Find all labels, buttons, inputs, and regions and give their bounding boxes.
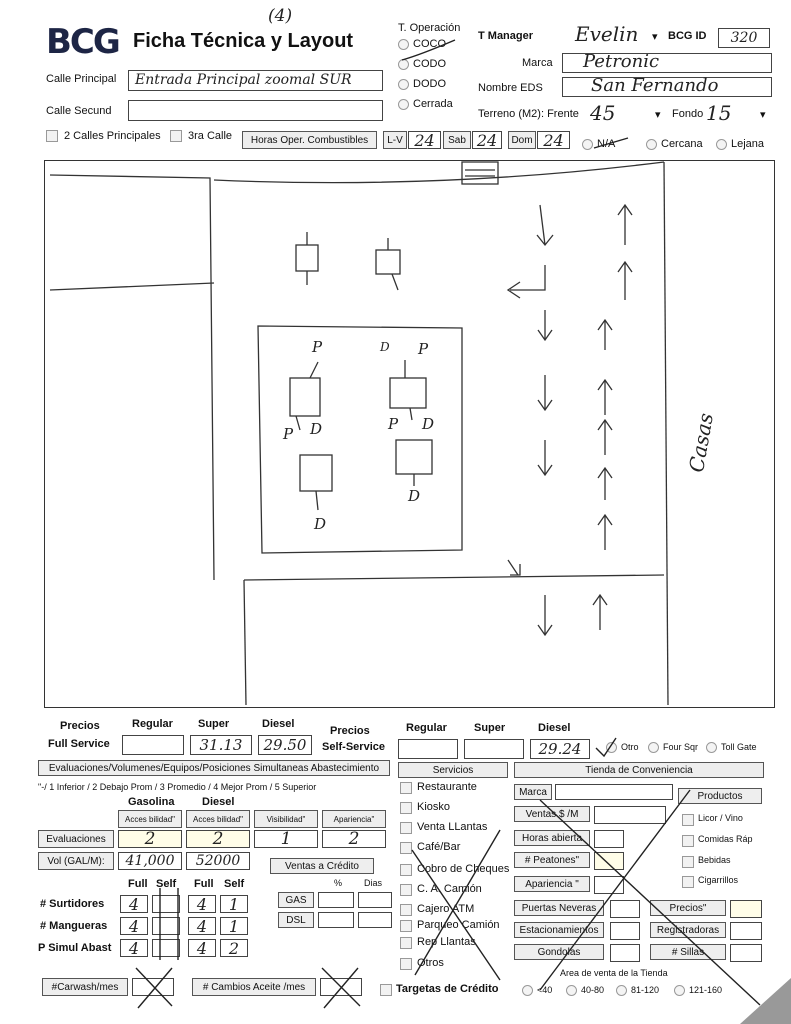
nombre-eds-label: Nombre EDS <box>478 82 543 94</box>
vol-diesel-field[interactable]: 52000 <box>186 852 250 870</box>
full-diesel-field[interactable]: 29.50 <box>258 735 312 755</box>
diesel-label: Diesel <box>262 718 295 730</box>
horas-abierta-label: Horas abierta <box>514 830 590 846</box>
evaluaciones-label: Evaluaciones <box>38 830 114 848</box>
area-option[interactable]: <40 <box>522 985 552 996</box>
area-venta-label: Area de venta de la Tienda <box>560 968 668 978</box>
servicio-label: Rep Llantas <box>417 936 476 948</box>
area-option[interactable]: 40-80 <box>566 985 604 996</box>
producto-label: Licor / Vino <box>698 813 743 823</box>
gas-label: GAS <box>278 892 314 908</box>
operacion-option-codo[interactable]: CODO <box>398 58 446 70</box>
self-label: Self <box>156 878 177 890</box>
self-service-label: Self-Service <box>322 741 385 753</box>
bcg-logo: BCG <box>46 22 119 62</box>
precios-full-label: Precios <box>60 720 100 732</box>
estacionamientos-label: Estacionamientos <box>514 922 604 938</box>
mangueras-full-dsl[interactable]: 4 <box>188 917 216 935</box>
proximity-lejana[interactable]: Lejana <box>716 138 764 150</box>
producto-label: Cigarrillos <box>698 875 739 885</box>
productos-button[interactable]: Productos <box>678 788 762 804</box>
dom-label: Dom <box>508 131 536 149</box>
servicio-label: Cajero ATM <box>417 903 475 915</box>
evaluaciones-header-button[interactable]: Evaluaciones/Volumenes/Equipos/Posiciones Simultaneas Abastecimiento <box>38 760 390 776</box>
peatones-label: # Peatones" <box>514 852 590 868</box>
simul-label: P Simul Abast <box>38 942 112 954</box>
t-operacion-label: T. Operación <box>398 22 461 34</box>
sab-field[interactable]: 24 <box>472 131 502 149</box>
casas-label: Casas <box>684 411 718 475</box>
surtidores-label: # Surtidores <box>40 898 105 910</box>
mangueras-self-dsl[interactable]: 1 <box>220 917 248 935</box>
vol-label: Vol (GAL/M): <box>38 852 114 870</box>
pump-label: D <box>314 515 327 533</box>
sillas-label: # Sillas <box>650 944 726 960</box>
option-toll-gate[interactable]: Toll Gate <box>706 742 757 753</box>
proximity-cercana[interactable]: Cercana <box>646 138 703 150</box>
marca-label: Marca <box>522 57 553 69</box>
eval-field[interactable]: 2 <box>322 830 386 848</box>
pump-label: D <box>310 420 323 438</box>
eval-field[interactable]: 2 <box>186 830 250 848</box>
calle-principal-label: Calle Principal <box>46 73 117 85</box>
bcg-id-label: BCG ID <box>668 30 707 42</box>
pump-label: P <box>388 415 399 433</box>
eval-field[interactable]: 2 <box>118 830 182 848</box>
title-note: (4) <box>268 6 293 26</box>
ventas-credito-label: Ventas a Crédito <box>270 858 374 874</box>
surtidores-full-dsl[interactable]: 4 <box>188 895 216 913</box>
chevron-down-icon[interactable]: ▾ <box>655 109 661 121</box>
super-label: Super <box>198 718 230 730</box>
sub-header: Acces bilidad" <box>186 810 250 828</box>
super-label: Super <box>474 722 506 734</box>
pump-label: P <box>312 338 323 356</box>
option-otro[interactable]: Otro <box>606 742 639 753</box>
option-four-sqr[interactable]: Four Sqr <box>648 742 698 753</box>
servicios-header-button[interactable]: Servicios <box>398 762 508 778</box>
registradoras-label: Registradoras <box>650 922 726 938</box>
frente-value[interactable]: 45 <box>590 101 616 125</box>
self-label: Self <box>224 878 245 890</box>
self-diesel-field[interactable]: 29.24 <box>530 739 590 759</box>
pump-label: D <box>408 487 421 505</box>
nombre-eds-field[interactable]: San Fernando <box>562 77 772 97</box>
dos-calles-label: 2 Calles Principales <box>64 130 161 142</box>
scale-legend: "-/ 1 Inferior / 2 Debajo Prom / 3 Promedio / 4 Mejor Prom / 5 Superior <box>38 782 317 792</box>
area-option[interactable]: 81-120 <box>616 985 659 996</box>
full-service-label: Full Service <box>48 738 110 750</box>
servicio-label: C. A. Camión <box>417 883 482 895</box>
marca-field[interactable]: Petronic <box>562 53 772 73</box>
pump-label: P <box>283 425 294 443</box>
diesel-label: Diesel <box>538 722 571 734</box>
horas-oper-button[interactable]: Horas Oper. Combustibles <box>242 131 377 149</box>
calle-principal-field[interactable]: Entrada Principal zoomal SUR <box>128 70 383 91</box>
sab-label: Sab <box>443 131 471 149</box>
producto-label: Comidas Ráp <box>698 834 753 844</box>
puertas-neveras-label: Puertas Neveras <box>514 900 604 916</box>
servicio-label: Parqueo Camión <box>417 919 500 931</box>
pump-label: D <box>380 340 390 354</box>
tercera-calle-label: 3ra Calle <box>188 130 233 142</box>
surtidores-full-gas[interactable]: 4 <box>120 895 148 913</box>
pct-label: % <box>334 878 343 888</box>
precios-self-label: Precios <box>330 725 370 737</box>
operacion-option-dodo[interactable]: DODO <box>398 78 446 90</box>
mangueras-label: # Mangueras <box>40 920 108 932</box>
precios-tienda-label: Precios" <box>650 900 726 916</box>
surtidores-self-dsl[interactable]: 1 <box>220 895 248 913</box>
servicio-label: Kiosko <box>417 801 451 813</box>
proximity-na[interactable]: N/A <box>582 138 615 150</box>
simul-full-gas[interactable]: 4 <box>120 939 148 957</box>
simul-self-dsl[interactable]: 2 <box>220 939 248 957</box>
tienda-header-button[interactable]: Tienda de Conveniencia <box>514 762 764 778</box>
full-label: Full <box>194 878 214 890</box>
lv-label: L-V <box>383 131 407 149</box>
servicio-label: Venta LLantas <box>417 821 488 833</box>
pump-label: P <box>418 340 429 358</box>
vol-gasolina-field[interactable]: 41,000 <box>118 852 182 870</box>
mangueras-full-gas[interactable]: 4 <box>120 917 148 935</box>
chevron-down-icon[interactable]: ▾ <box>652 31 658 43</box>
page-title: Ficha Técnica y Layout <box>133 30 354 52</box>
servicio-label: Café/Bar <box>417 841 461 853</box>
servicio-label: Otros <box>417 957 444 969</box>
regular-label: Regular <box>132 718 173 730</box>
sub-header: Visibilidad" <box>254 810 318 828</box>
diesel-label: Diesel <box>202 796 235 808</box>
regular-label: Regular <box>406 722 447 734</box>
lv-field[interactable]: 24 <box>408 131 441 149</box>
carwash-label: #Carwash/mes <box>42 978 128 996</box>
pump-label: D <box>422 415 435 433</box>
fondo-value[interactable]: 15 <box>706 101 732 125</box>
dom-field[interactable]: 24 <box>537 131 570 149</box>
ventas-label: Ventas $ /M <box>514 806 590 822</box>
t-manager-value[interactable]: Evelin <box>575 22 639 46</box>
calle-secund-label: Calle Secund <box>46 105 112 117</box>
eval-field[interactable]: 1 <box>254 830 318 848</box>
cambios-aceite-label: # Cambios Aceite /mes <box>192 978 316 996</box>
area-option[interactable]: 121-160 <box>674 985 722 996</box>
sub-header: Acces bilidad" <box>118 810 182 828</box>
producto-label: Bebidas <box>698 855 731 865</box>
servicio-label: Cobro de Cheques <box>417 863 510 875</box>
operacion-option-coco[interactable]: COCO <box>398 38 446 50</box>
fondo-label: Fondo <box>672 108 704 120</box>
apariencia-label: Apariencia " <box>514 876 590 892</box>
tienda-marca-label: Marca <box>514 784 552 800</box>
t-manager-label: T Manager <box>478 30 534 42</box>
full-label: Full <box>128 878 148 890</box>
tarjetas-label: Targetas de Crédito <box>396 983 499 995</box>
simul-full-dsl[interactable]: 4 <box>188 939 216 957</box>
dsl-label: DSL <box>278 912 314 928</box>
chevron-down-icon[interactable]: ▾ <box>760 109 766 121</box>
terreno-label: Terreno (M2): Frente <box>478 108 579 120</box>
dias-label: Dias <box>364 878 383 888</box>
gondolas-label: Gondolas <box>514 944 604 960</box>
operacion-option-cerrada[interactable]: Cerrada <box>398 98 453 110</box>
full-super-field[interactable]: 31.13 <box>190 735 252 755</box>
sub-header: Apariencia" <box>322 810 386 828</box>
bcg-id-field[interactable]: 320 <box>718 28 770 48</box>
gasolina-label: Gasolina <box>128 796 175 808</box>
servicio-label: Restaurante <box>417 781 477 793</box>
